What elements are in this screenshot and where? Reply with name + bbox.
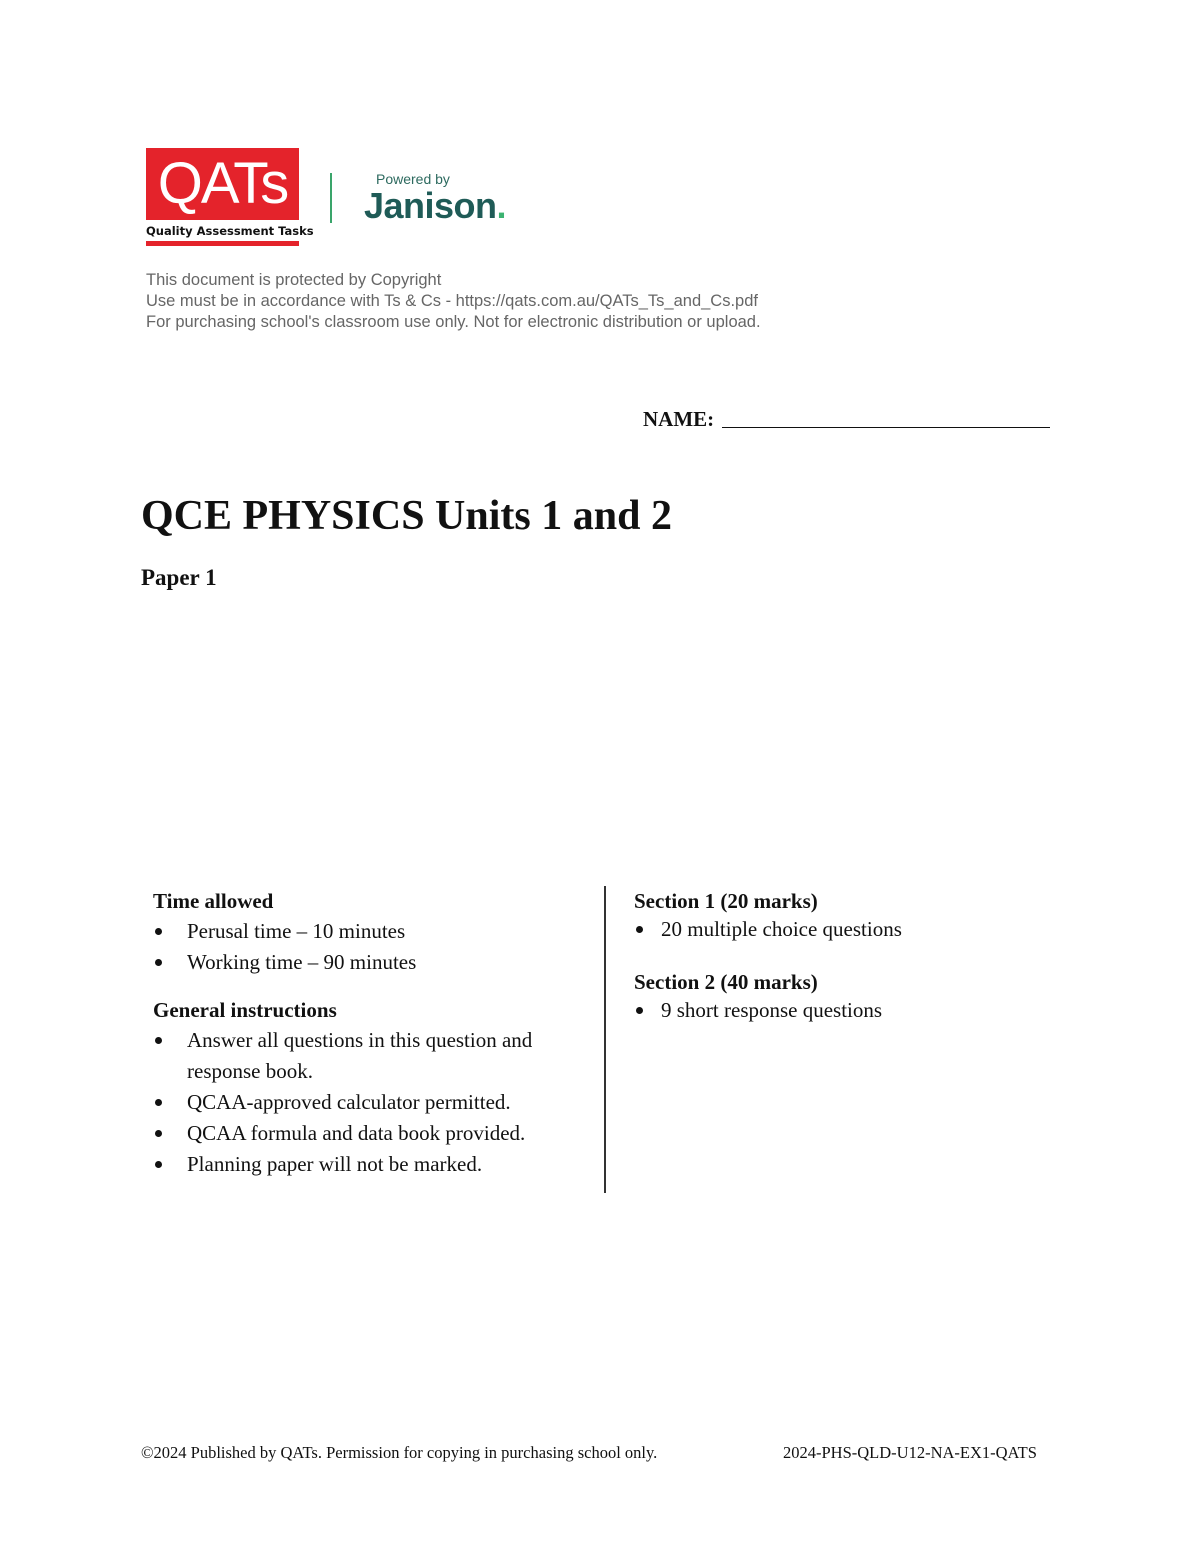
document-title: QCE PHYSICS Units 1 and 2 (141, 493, 672, 539)
column-divider (604, 886, 606, 1193)
qats-logo-wordmark: QATs (146, 148, 299, 220)
copyright-notice-line: Use must be in accordance with Ts & Cs - https://qats.com.au/QATs_Ts_and_Cs.pdf (146, 292, 758, 310)
qats-logo-tagline: Quality Assessment Tasks (146, 224, 314, 238)
time-allowed-heading: Time allowed (153, 889, 274, 913)
footer-copyright: ©2024 Published by QATs. Permission for copying in purchasing school only. (141, 1443, 658, 1462)
logo-divider (330, 173, 332, 223)
footer-document-code: 2024-PHS-QLD-U12-NA-EX1-QATS (783, 1443, 1037, 1462)
list-item: Answer all questions in this question and response book. (153, 1025, 593, 1087)
list-item: 20 multiple choice questions (634, 916, 1074, 942)
section-1-list (634, 916, 1074, 942)
left-info-column (153, 886, 593, 1180)
list-item: Working time – 90 minutes (153, 947, 593, 978)
qats-logo (146, 148, 314, 247)
janison-logo-dot: . (496, 185, 507, 226)
list-item: QCAA formula and data book provided. (153, 1118, 593, 1149)
list-item: Planning paper will not be marked. (153, 1149, 593, 1180)
right-info-column (634, 886, 1074, 1023)
section-2-list (634, 997, 1074, 1023)
list-item: QCAA-approved calculator permitted. (153, 1087, 593, 1118)
qats-logo-underline (146, 241, 299, 246)
list-item: 9 short response questions (634, 997, 1074, 1023)
copyright-notice (146, 270, 761, 333)
name-blank-line (722, 427, 1050, 428)
section-2-heading: Section 2 (40 marks) (634, 970, 818, 994)
section-1-heading: Section 1 (20 marks) (634, 889, 818, 913)
janison-logo (364, 185, 506, 227)
copyright-notice-line: For purchasing school's classroom use only. Not for electronic distribution or upload. (146, 313, 761, 331)
copyright-notice-line: This document is protected by Copyright (146, 271, 442, 289)
powered-by-label: Powered by (376, 171, 450, 187)
list-item: Perusal time – 10 minutes (153, 916, 593, 947)
document-subtitle: Paper 1 (141, 565, 217, 590)
janison-logo-text: Janison (364, 185, 497, 226)
time-allowed-list (153, 916, 593, 978)
general-instructions-list (153, 1025, 593, 1180)
name-label: NAME: (643, 407, 715, 431)
name-field (643, 407, 1050, 432)
general-instructions-heading: General instructions (153, 998, 337, 1022)
